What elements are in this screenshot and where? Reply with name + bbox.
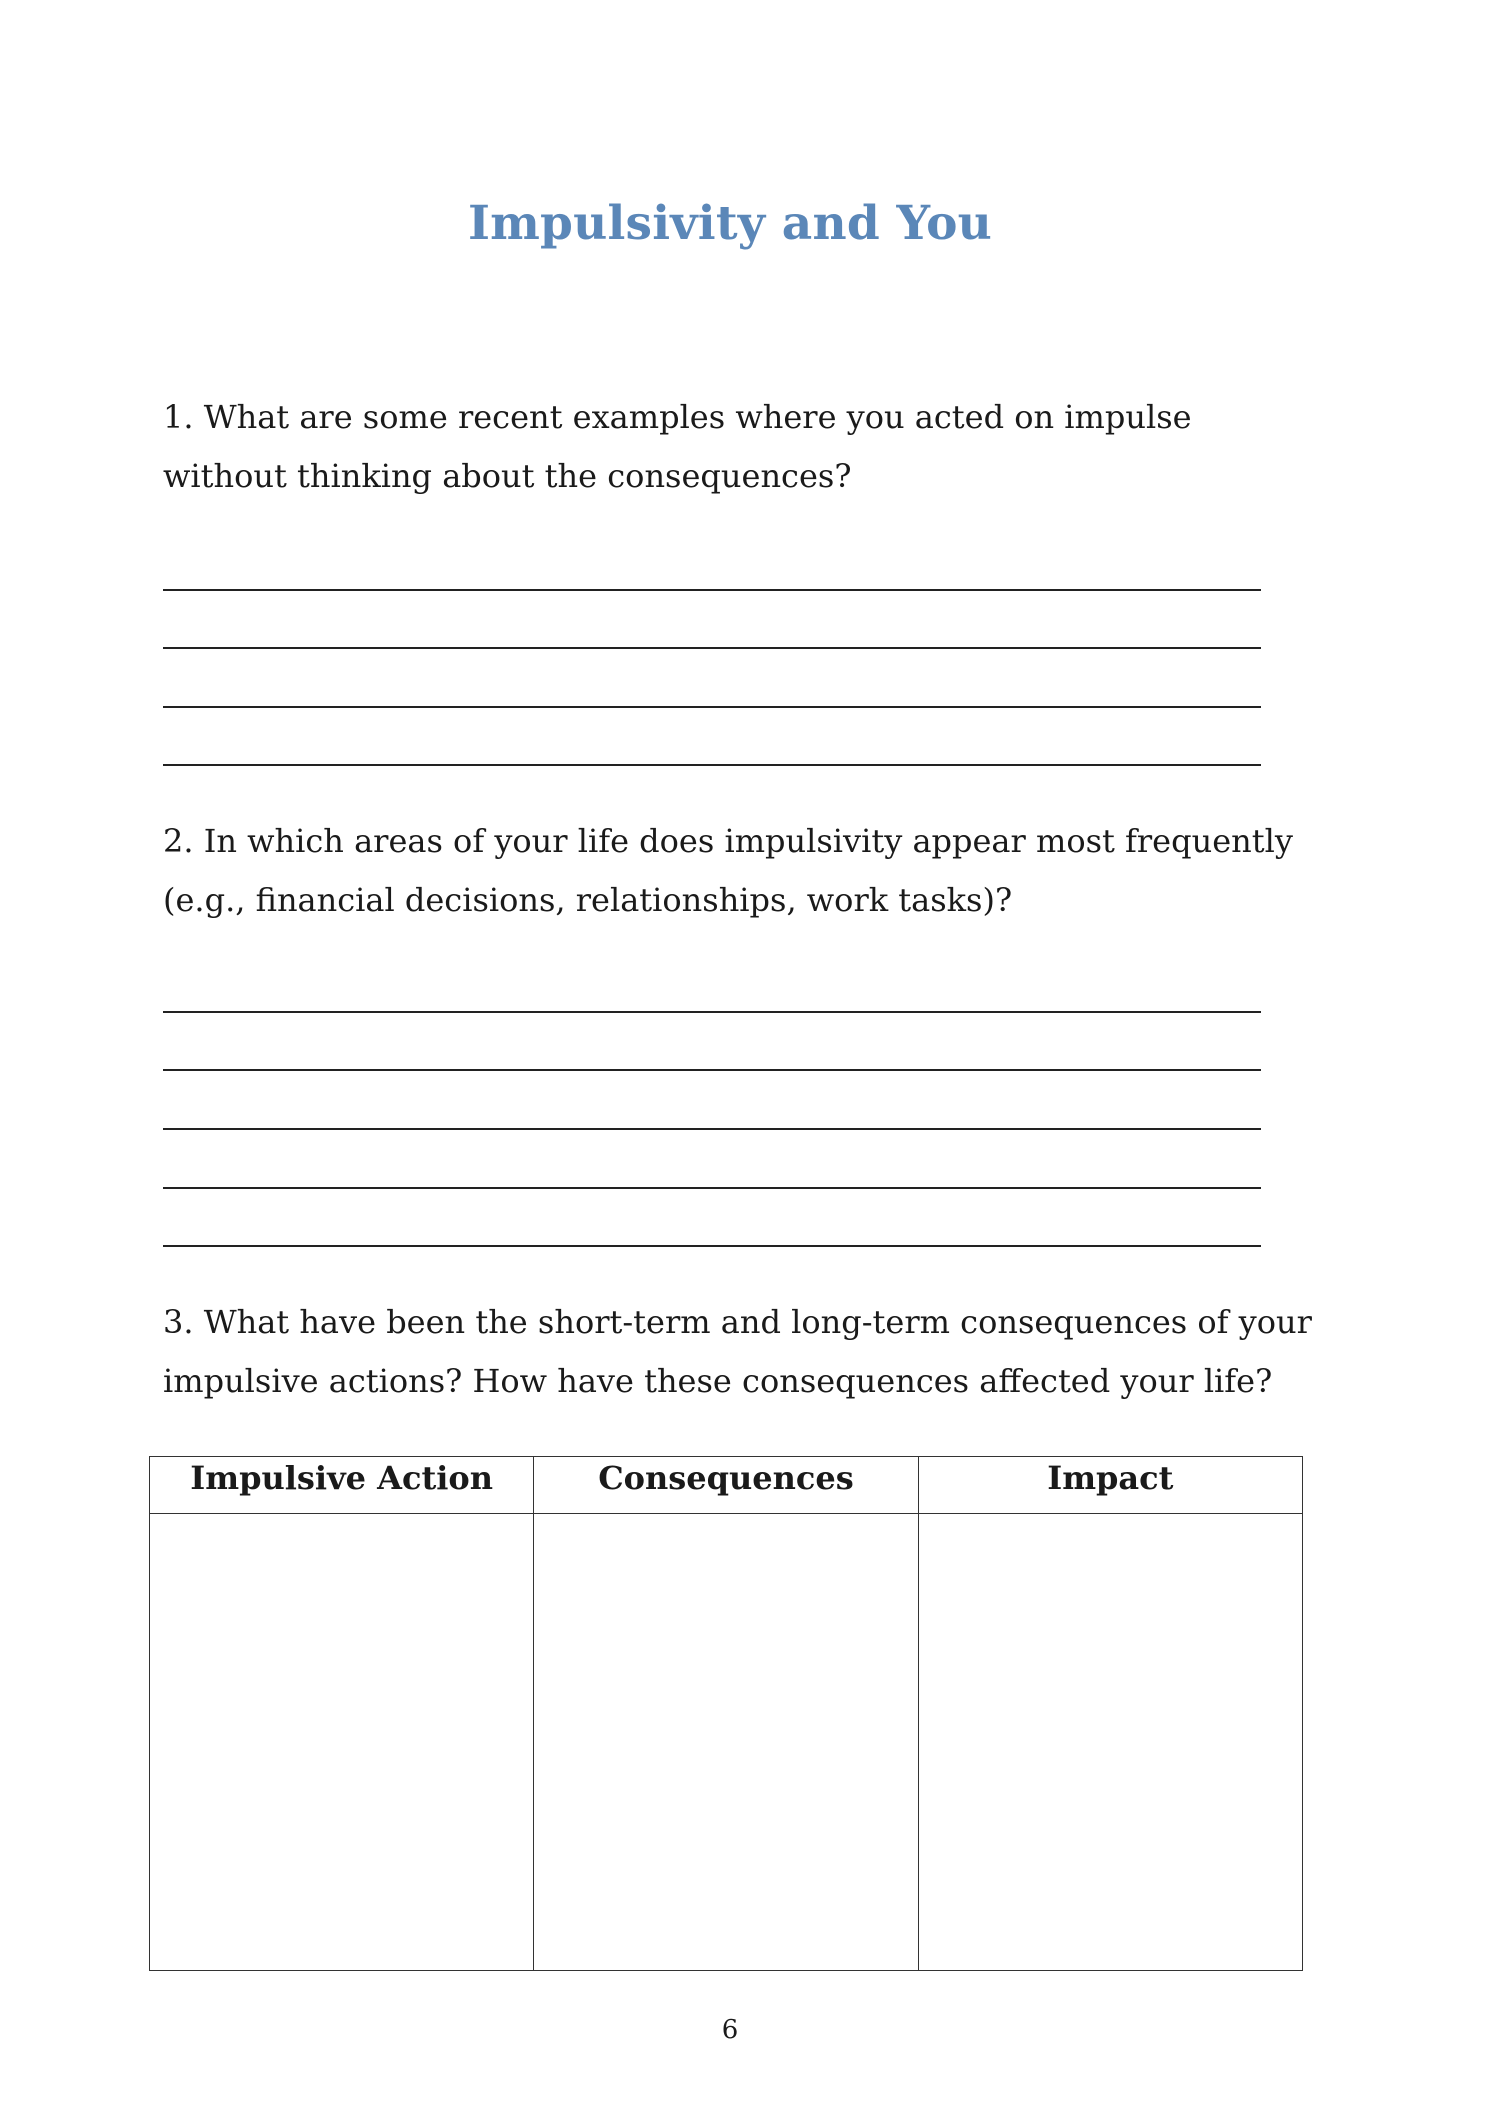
answer-line-q2-4 bbox=[163, 1187, 1261, 1189]
table-row bbox=[150, 1514, 1303, 1971]
cell-impact[interactable] bbox=[918, 1514, 1302, 1971]
answer-line-q1-2 bbox=[163, 647, 1261, 649]
page-number: 6 bbox=[721, 2015, 739, 2045]
table-header-consequences: Consequences bbox=[534, 1457, 918, 1514]
page-title: Impulsivity and You bbox=[467, 196, 993, 251]
answer-line-q1-3 bbox=[163, 706, 1261, 708]
table-header-impact: Impact bbox=[918, 1457, 1302, 1514]
answer-line-q2-3 bbox=[163, 1128, 1261, 1130]
answer-line-q2-5 bbox=[163, 1245, 1261, 1247]
answer-line-q1-4 bbox=[163, 764, 1261, 766]
answer-line-q2-1 bbox=[163, 1011, 1261, 1013]
question-3: 3. What have been the short-term and long-term consequences of your impulsive actions? How have these consequences affected your life? bbox=[163, 1303, 1312, 1400]
cell-consequences[interactable] bbox=[534, 1514, 918, 1971]
table-header-row bbox=[150, 1457, 1303, 1514]
cell-impulsive-action[interactable] bbox=[150, 1514, 534, 1971]
table-header-impulsive-action: Impulsive Action bbox=[150, 1457, 534, 1514]
answer-line-q2-2 bbox=[163, 1069, 1261, 1071]
consequences-table bbox=[149, 1456, 1303, 1971]
question-2: 2. In which areas of your life does impulsivity appear most frequently (e.g., financial decisions, relationships, work tasks)? bbox=[163, 822, 1293, 919]
question-1: 1. What are some recent examples where you acted on impulse without thinking about the consequences? bbox=[163, 398, 1192, 495]
answer-line-q1-1 bbox=[163, 589, 1261, 591]
